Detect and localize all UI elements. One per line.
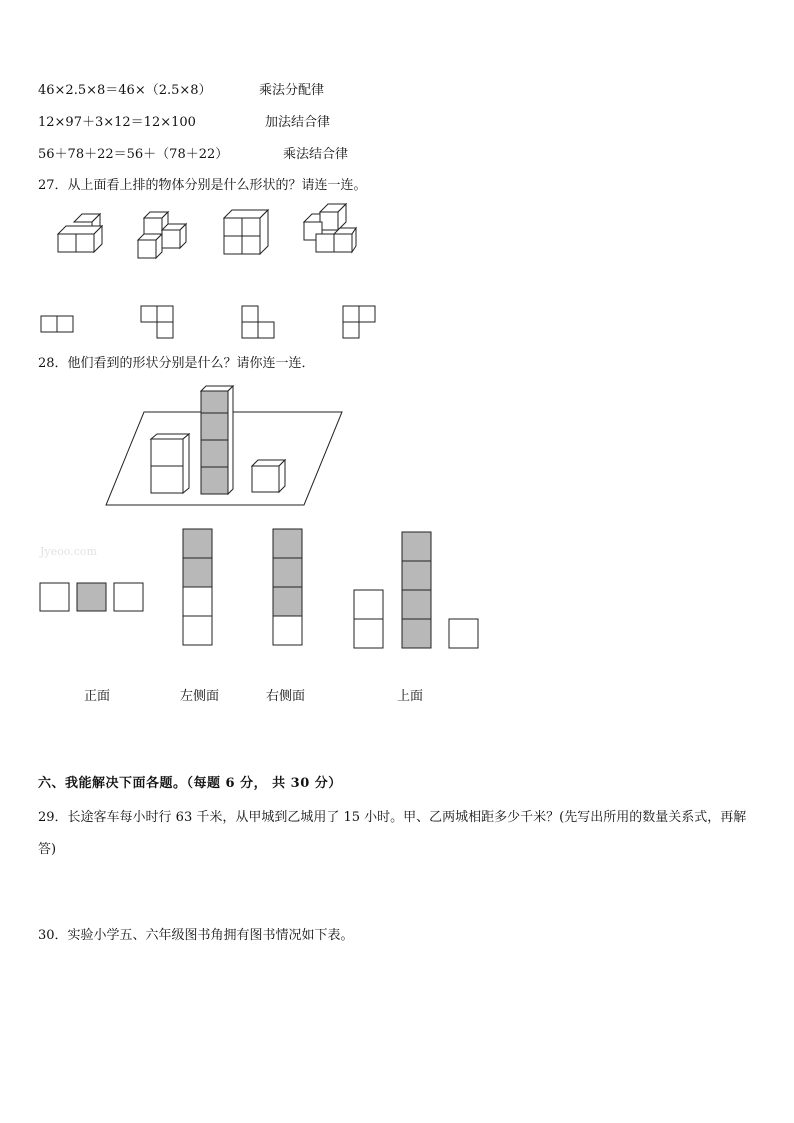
section-6-title: 六、我能解决下面各题。（每题 6 分， 共 30 分） <box>38 776 342 791</box>
law-name-3: 乘法结合律 <box>283 147 349 162</box>
law-equation-2: 12×97＋3×12＝12×100 <box>38 115 196 130</box>
law-name-2: 加法结合律 <box>265 115 331 130</box>
q28-tall-stack <box>201 386 233 494</box>
q28-label-right: 右侧面 <box>266 689 306 704</box>
q28-watermark: Jyeoo.com <box>40 545 97 558</box>
q28-view-right <box>273 529 302 645</box>
q28-single-cube <box>252 460 285 492</box>
q28-view-left <box>183 529 212 645</box>
law-equation-3: 56＋78＋22＝56＋（78＋22） <box>38 147 229 162</box>
question-29: 29．长途客车每小时行 63 千米，从甲城到乙城用了 15 小时。甲、乙两城相距多少千米？(先写出所用的数量关系式，再解答) <box>38 810 747 857</box>
q28-view-front <box>40 583 143 611</box>
law-name-1: 乘法分配律 <box>259 83 325 98</box>
question-27: 27．从上面看上排的物体分别是什么形状的？请连一连。 <box>38 178 367 193</box>
question-30: 30．实验小学五、六年级图书角拥有图书情况如下表。 <box>38 928 354 943</box>
q28-label-left: 左侧面 <box>180 689 220 704</box>
q28-view-top <box>354 532 478 648</box>
q28-label-front: 正面 <box>84 689 111 704</box>
question-28: 28．他们看到的形状分别是什么？请你连一连． <box>38 356 315 371</box>
q28-label-top: 上面 <box>397 689 424 704</box>
law-equation-1: 46×2.5×8＝46×（2.5×8） <box>38 83 212 98</box>
q28-left-stack <box>151 434 189 493</box>
